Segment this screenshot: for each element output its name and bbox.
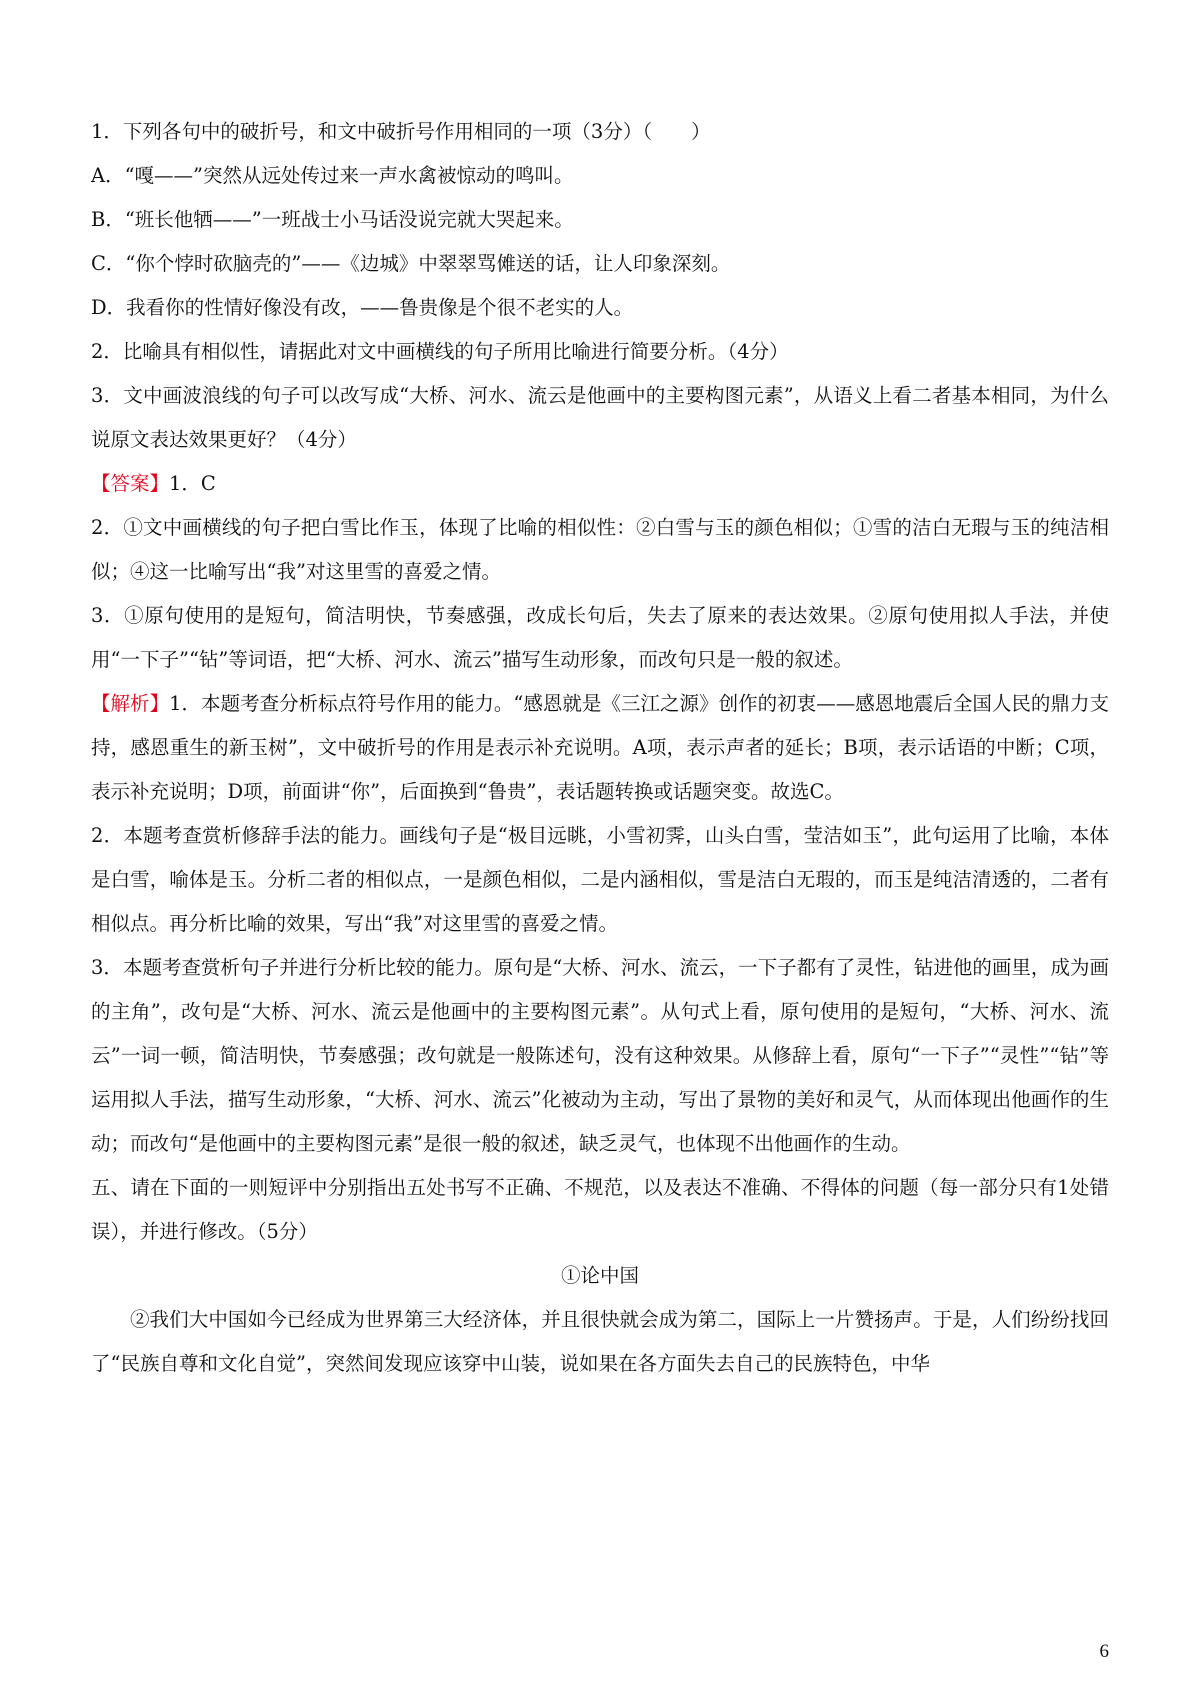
- page-content: [91, 110, 1109, 1386]
- question-1-option-a: A．“嘎——”突然从远处传过来一声水禽被惊动的鸣叫。: [91, 164, 574, 187]
- essay-title: ①论中国: [560, 1264, 639, 1287]
- question-1-option-c: C．“你个悖时砍脑壳的”——《边城》中翠翠骂傩送的话，让人印象深刻。: [91, 252, 731, 275]
- analysis-2: 2．本题考查赏析修辞手法的能力。画线句子是“极目远眺，小雪初霁，山头白雪，莹洁如玉”，此句运用了比喻，本体是白雪，喻体是玉。分析二者的相似点，一是颜色相似，二是内涵相似，雪是洁白无瑕的，而玉是纯洁清透的，二者有相似点。再分析比喻的效果，写出“我”对这里雪的喜爱之情。: [91, 824, 1109, 935]
- answer-2: 2．①文中画横线的句子把白雪比作玉，体现了比喻的相似性：②白雪与玉的颜色相似；①雪的洁白无瑕与玉的纯洁相似；④这一比喻写出“我”对这里雪的喜爱之情。: [91, 516, 1109, 583]
- page-number: 6: [1099, 1641, 1109, 1662]
- analysis-3: 3．本题考查赏析句子并进行分析比较的能力。原句是“大桥、河水、流云，一下子都有了灵性，钻进他的画里，成为画的主角”，改句是“大桥、河水、流云是他画中的主要构图元素”。从句式上看，原句使用的是短句，“大桥、河水、流云”一词一顿，简洁明快，节奏感强；改句就是一般陈述句，没有这种效果。从修辞上看，原句“一下子”“灵性”“钻”等运用拟人手法，描写生动形象，“大桥、河水、流云”化被动为主动，写出了景物的美好和灵气，从而体现出他画作的生动；而改句“是他画中的主要构图元素”是很一般的叙述，缺乏灵气，也体现不出他画作的生动。: [91, 956, 1109, 1155]
- question-1-option-b: B．“班长他牺——”一班战士小马话没说完就大哭起来。: [91, 208, 574, 231]
- question-2-stem: 2．比喻具有相似性，请据此对文中画横线的句子所用比喻进行简要分析。（4分）: [91, 340, 789, 363]
- answer-3: 3．①原句使用的是短句，简洁明快，节奏感强，改成长句后，失去了原来的表达效果。②原句使用拟人手法，并使用“一下子”“钻”等词语，把“大桥、河水、流云”描写生动形象，而改句只是一般的叙述。: [91, 604, 1109, 671]
- answer-1-text: 1．C: [169, 472, 216, 495]
- answer-1: [91, 462, 1109, 506]
- analysis-tag: 【解析】: [91, 692, 170, 715]
- answer-tag: 【答案】: [91, 472, 170, 495]
- analysis-1: [91, 682, 1109, 814]
- question-1-stem: 1．下列各句中的破折号，和文中破折号作用相同的一项（3分）（ ）: [91, 120, 711, 143]
- analysis-1-text: 1．本题考查分析标点符号作用的能力。“感恩就是《三江之源》创作的初衷——感恩地震后全国人民的鼎力支持，感恩重生的新玉树”，文中破折号的作用是表示补充说明。A项，表示声者的延长；B项，表示话语的中断；C项，表示补充说明；D项，前面讲“你”，后面换到“鲁贵”，表话题转换或话题突变。故选C。: [91, 692, 1109, 803]
- question-1-option-d: D．我看你的性情好像没有改，——鲁贵像是个很不老实的人。: [91, 296, 634, 319]
- essay-paragraph: ②我们大中国如今已经成为世界第三大经济体，并且很快就会成为第二，国际上一片赞扬声。于是，人们纷纷找回了“民族自尊和文化自觉”，突然间发现应该穿中山装，说如果在各方面失去自己的民族特色，中华: [91, 1308, 1109, 1375]
- question-3-stem: 3．文中画波浪线的句子可以改写成“大桥、河水、流云是他画中的主要构图元素”，从语义上看二者基本相同，为什么说原文表达效果更好？（4分）: [91, 384, 1109, 451]
- section-5-stem: 五、请在下面的一则短评中分别指出五处书写不正确、不规范，以及表达不准确、不得体的问题（每一部分只有1处错误），并进行修改。（5分）: [91, 1176, 1109, 1243]
